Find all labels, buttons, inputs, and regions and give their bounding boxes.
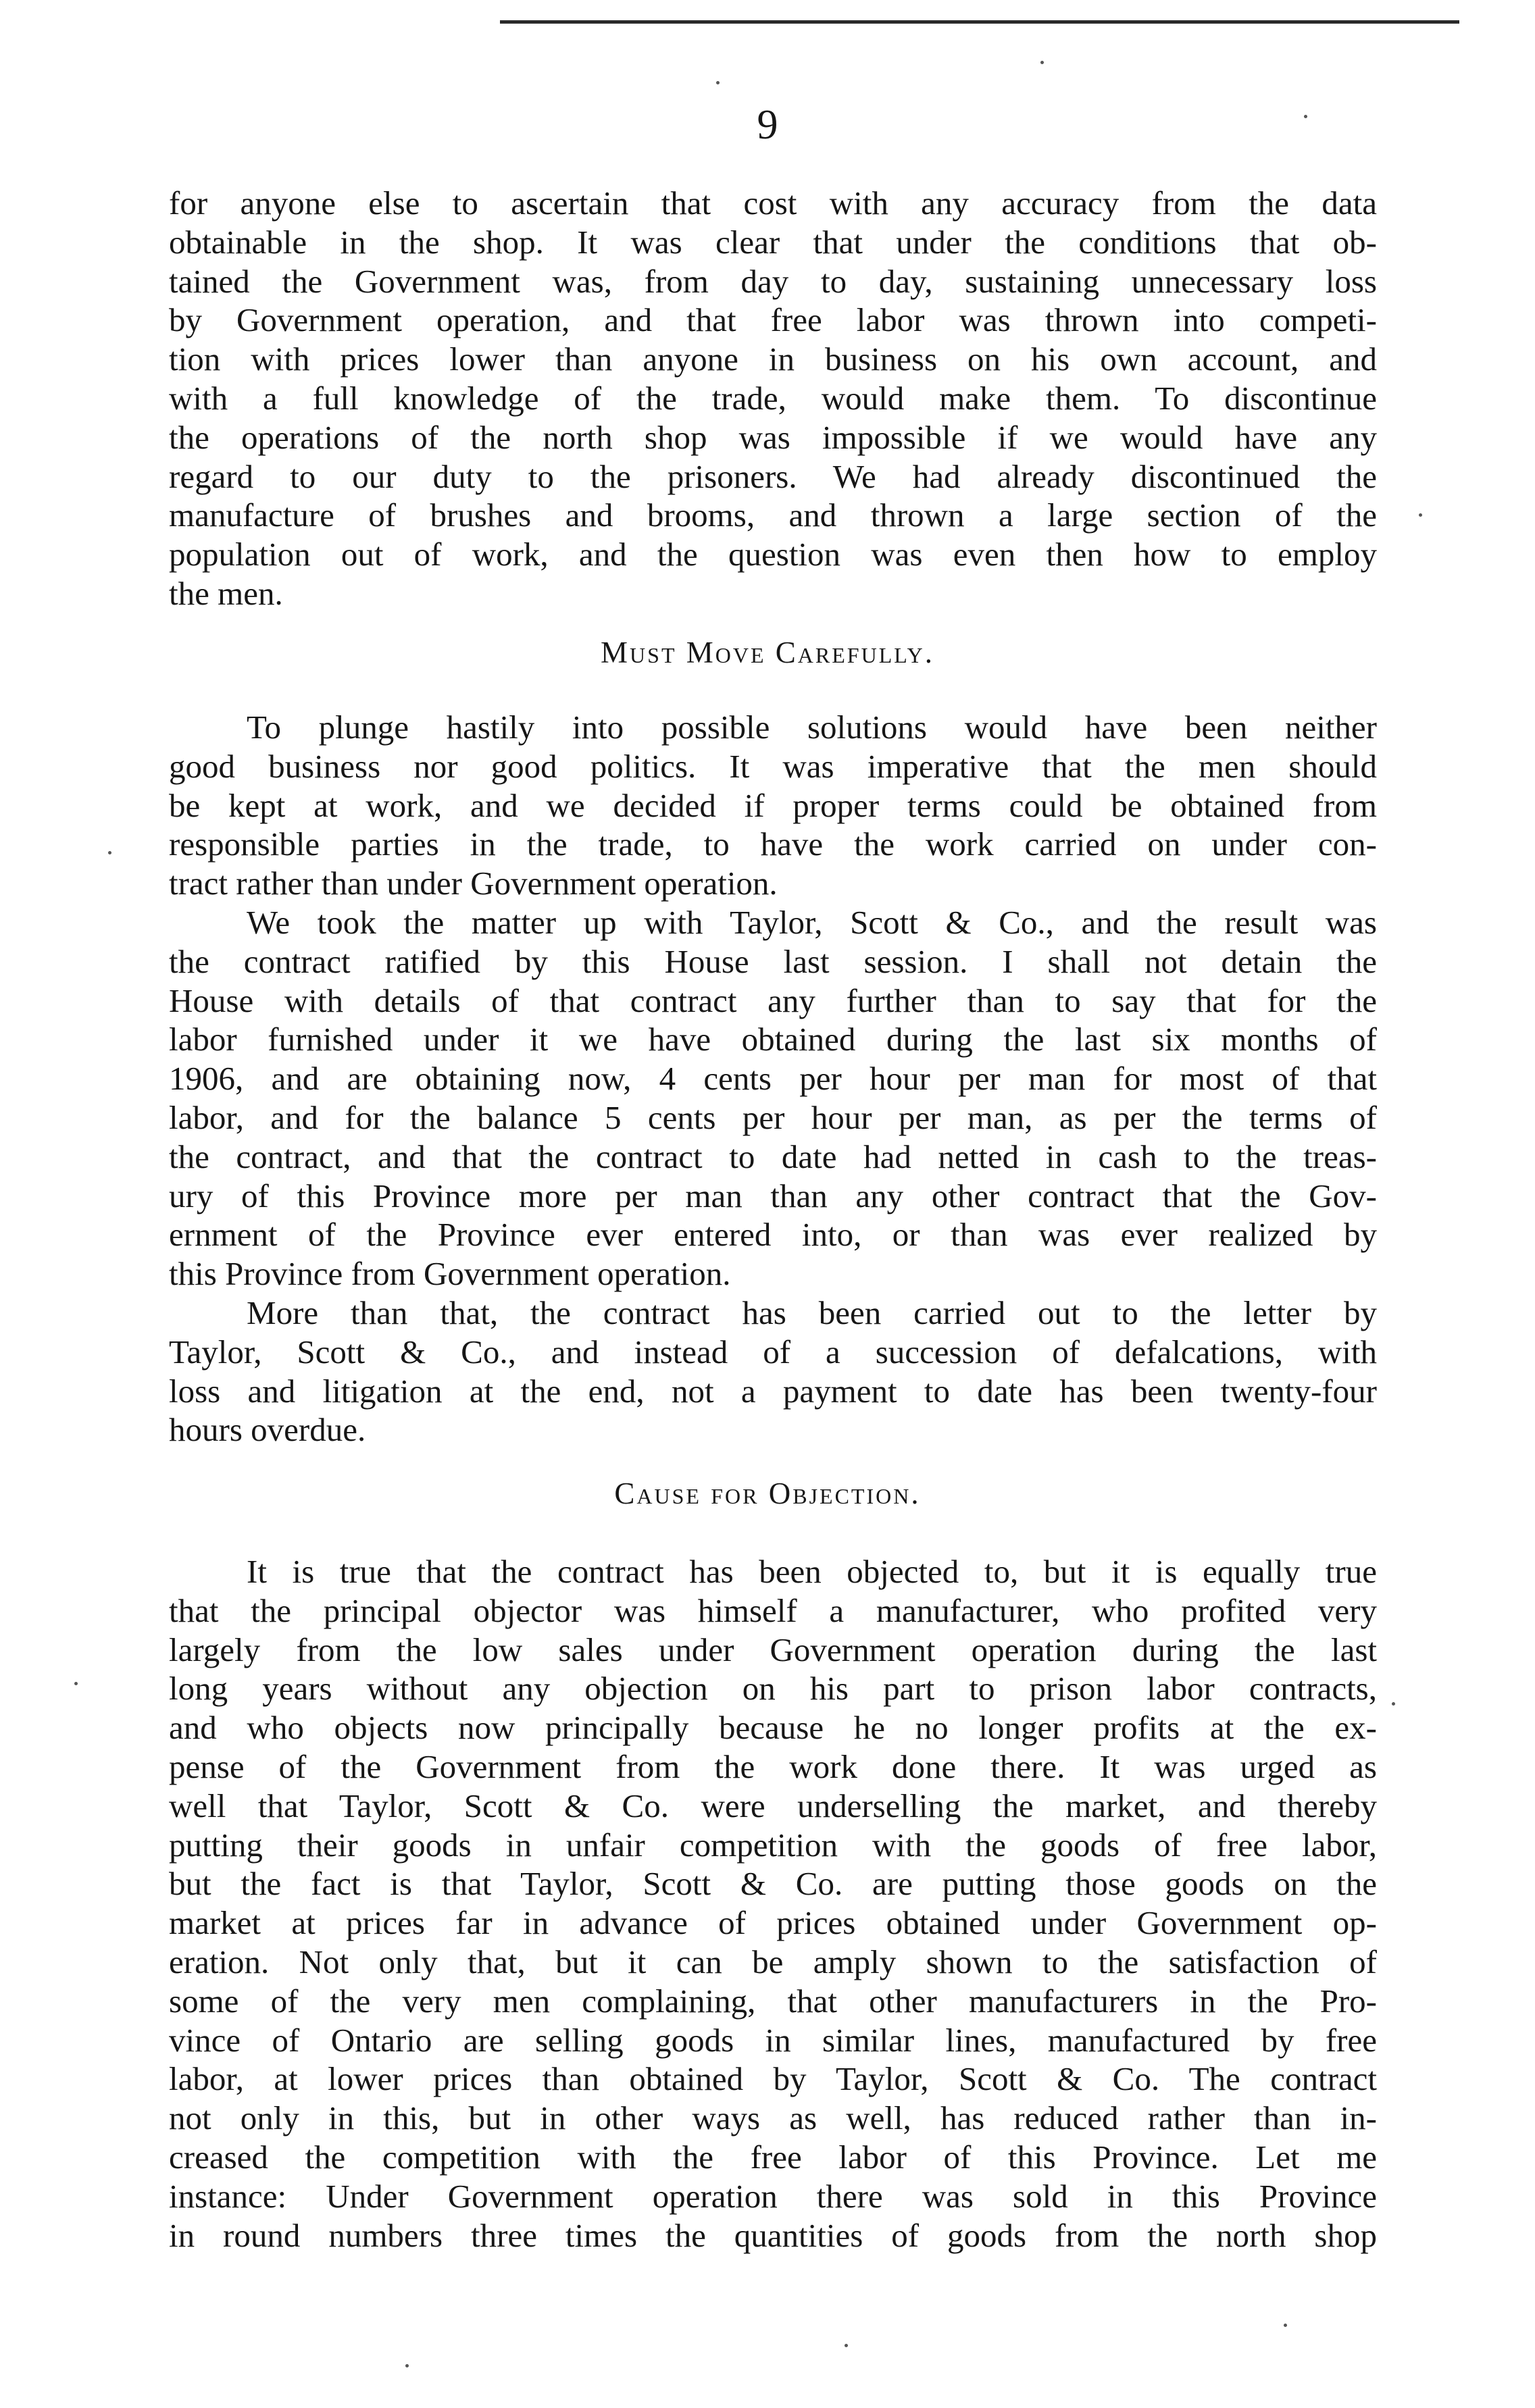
text-line: responsible parties in the trade, to have the work carried on under con- — [169, 825, 1377, 863]
text-line: market at prices far in advance of prices obtained under Government op- — [169, 1904, 1377, 1942]
text-line: regard to our duty to the prisoners. We had already discontinued the — [169, 457, 1377, 495]
text-line: the contract ratified by this House last session. I shall not detain the — [169, 942, 1377, 980]
text-line: ury of this Province more per man than any other contract that the Gov- — [169, 1177, 1377, 1214]
text-line: the contract, and that the contract to date had netted in cash to the treas- — [169, 1137, 1377, 1175]
text-line: instance: Under Government operation there was sold in this Province — [169, 2177, 1377, 2215]
text-line: population out of work, and the question was even then how to employ — [169, 536, 1377, 573]
text-line: labor, at lower prices than obtained by Taylor, Scott & Co. The contract — [169, 2060, 1377, 2098]
scan-speck — [1040, 61, 1044, 64]
text-line: be kept at work, and we decided if proper terms could be obtained from — [169, 786, 1377, 824]
text-line: with a full knowledge of the trade, would make them. To discontinue — [169, 379, 1377, 417]
text-line: that the principal objector was himself a manufacturer, who profited very — [169, 1591, 1377, 1629]
text-line: but the fact is that Taylor, Scott & Co. are putting those goods on the — [169, 1865, 1377, 1903]
scan-speck — [845, 2344, 848, 2347]
scan-speck — [1419, 513, 1422, 517]
text-line: It is true that the contract has been objected to, but it is equally true — [247, 1553, 1377, 1590]
scan-speck — [405, 2364, 409, 2367]
text-line: We took the matter up with Taylor, Scott & Co., and the result was — [247, 903, 1377, 941]
text-line: well that Taylor, Scott & Co. were underselling the market, and thereby — [169, 1787, 1377, 1824]
text-line: eration. Not only that, but it can be amply shown to the satisfaction of — [169, 1943, 1377, 1980]
text-line: To plunge hastily into possible solutions would have been neither — [247, 709, 1377, 746]
text-line: good business nor good politics. It was imperative that the men should — [169, 747, 1377, 785]
text-line: loss and litigation at the end, not a payment to date has been twenty-four — [169, 1372, 1377, 1410]
scan-speck — [1304, 115, 1307, 118]
section-3-text — [169, 1552, 1377, 2255]
scan-speck — [1392, 1702, 1395, 1706]
scan-speck — [74, 1682, 78, 1685]
section-heading-must-move-carefully: Must Move Carefully. — [601, 636, 934, 669]
text-line: pense of the Government from the work done there. It was urged as — [169, 1747, 1377, 1785]
scan-speck — [108, 851, 111, 854]
text-line: labor, and for the balance 5 cents per hour per man, as per the terms of — [169, 1098, 1377, 1136]
text-line: labor furnished under it we have obtained during the last six months of — [169, 1021, 1377, 1058]
scan-speck — [1284, 2324, 1287, 2327]
text-line: the operations of the north shop was impossible if we would have any — [169, 418, 1377, 456]
scan-speck — [716, 81, 720, 84]
text-line: tract rather than under Government operation. — [169, 865, 778, 902]
text-line: More than that, the contract has been carried out to the letter by — [247, 1293, 1377, 1331]
page-number: 9 — [757, 102, 778, 148]
text-line: creased the competition with the free labor of this Province. Let me — [169, 2138, 1377, 2176]
text-line: and who objects now principally because he no longer profits at the ex- — [169, 1709, 1377, 1747]
text-line: House with details of that contract any further than to say that for the — [169, 981, 1377, 1019]
section-1-text — [169, 184, 1377, 613]
text-line: the men. — [169, 574, 283, 612]
text-line: not only in this, but in other ways as well, has reduced rather than in- — [169, 2099, 1377, 2137]
text-line: for anyone else to ascertain that cost with any accuracy from the data — [169, 184, 1377, 222]
section-heading-cause-for-objection: Cause for Objection. — [614, 1477, 921, 1510]
text-line: by Government operation, and that free labor was thrown into competi- — [169, 301, 1377, 339]
text-line: hours overdue. — [169, 1411, 366, 1449]
text-line: manufacture of brushes and brooms, and thrown a large section of the — [169, 496, 1377, 534]
text-line: largely from the low sales under Government operation during the last — [169, 1631, 1377, 1668]
text-line: putting their goods in unfair competition with the goods of free labor, — [169, 1826, 1377, 1864]
text-line: tained the Government was, from day to day, sustaining unnecessary loss — [169, 262, 1377, 300]
text-line: Taylor, Scott & Co., and instead of a succession of defalcations, with — [169, 1333, 1377, 1370]
section-2-text — [169, 708, 1377, 1450]
text-line: tion with prices lower than anyone in business on his own account, and — [169, 340, 1377, 378]
text-line: some of the very men complaining, that other manufacturers in the Pro- — [169, 1982, 1377, 2020]
top-rule — [500, 20, 1459, 24]
text-line: ernment of the Province ever entered into, or than was ever realized by — [169, 1216, 1377, 1254]
text-line: in round numbers three times the quantities of goods from the north shop — [169, 2216, 1377, 2254]
text-line: obtainable in the shop. It was clear that under the conditions that ob- — [169, 223, 1377, 261]
text-line: this Province from Government operation. — [169, 1255, 731, 1293]
text-line: long years without any objection on his part to prison labor contracts, — [169, 1670, 1377, 1708]
text-line: vince of Ontario are selling goods in similar lines, manufactured by free — [169, 2021, 1377, 2059]
text-line: 1906, and are obtaining now, 4 cents per hour per man for most of that — [169, 1060, 1377, 1098]
